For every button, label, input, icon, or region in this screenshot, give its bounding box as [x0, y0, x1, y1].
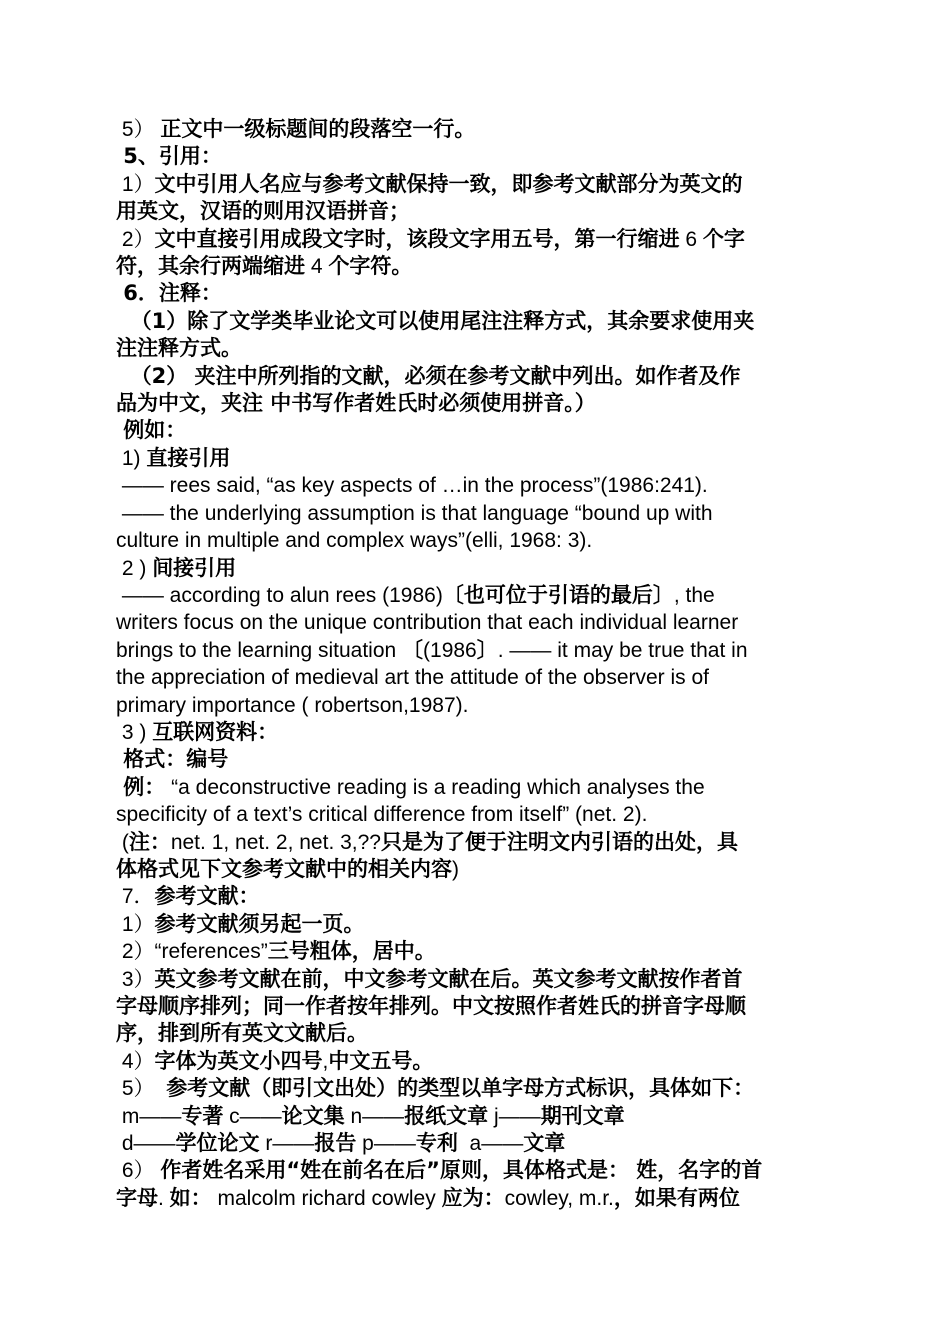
- bold-text-run: 〕: [476, 637, 498, 662]
- text-line: [116, 116, 838, 143]
- bold-text-run: 三号粗体，居中。: [267, 939, 436, 964]
- document-page: [116, 116, 838, 1212]
- text-line: [116, 390, 838, 417]
- bold-text-run: 6．注释：: [116, 281, 222, 306]
- text-line: [116, 938, 838, 965]
- bold-text-run: 论文集: [281, 1103, 345, 1128]
- text-line: [116, 500, 838, 527]
- text-line: [116, 746, 838, 773]
- text-run: m——: [116, 1104, 182, 1128]
- text-line: [116, 692, 838, 719]
- text-line: [116, 226, 838, 253]
- bold-text-run: 参考文献：: [154, 884, 260, 909]
- text-run: “a deconstructive reading is a reading which analyses the: [165, 775, 705, 799]
- bold-text-run: 如：: [169, 1185, 212, 1210]
- text-run: (: [116, 830, 129, 854]
- text-run: (1986: [423, 638, 477, 662]
- text-line: [116, 883, 838, 910]
- text-run: j——: [488, 1104, 541, 1128]
- bold-text-run: 字体为英文小四号: [154, 1048, 323, 1073]
- text-line: [116, 856, 838, 883]
- text-run: malcolm richard cowley: [211, 1186, 442, 1210]
- text-run: 1）: [116, 172, 155, 196]
- bold-text-run: ，如果有两位: [613, 1185, 740, 1210]
- text-run: —— according to alun rees (1986): [116, 583, 443, 607]
- text-line: [116, 143, 838, 170]
- bold-text-run: 文中直接引用成段文字时，该段文字用五号，第一行缩进: [154, 226, 680, 251]
- text-run: 7．: [116, 885, 155, 909]
- text-run: ): [452, 857, 459, 881]
- text-run: specificity of a text’s critical difference from itself” (net. 2).: [116, 803, 648, 827]
- text-line: [116, 582, 838, 609]
- bold-text-run: 体格式见下文参考文献中的相关内容: [116, 856, 452, 881]
- text-run: 4）: [116, 1049, 155, 1073]
- bold-text-run: 只是为了便于注明文内引语的出处，具: [380, 829, 738, 854]
- text-run: cowley, m.r.: [504, 1186, 614, 1210]
- text-line: [116, 719, 838, 746]
- bold-text-run: 中文五号。: [328, 1048, 434, 1073]
- text-run: 2 ): [116, 556, 153, 580]
- text-run: primary importance ( robertson,1987).: [116, 693, 469, 717]
- text-line: [116, 1048, 838, 1075]
- bold-text-run: 报纸文章: [404, 1103, 489, 1128]
- bold-text-run: （1）除了文学类毕业论文可以使用尾注注释方式，其余要求使用夹: [116, 308, 755, 333]
- text-run: 3）: [116, 967, 155, 991]
- bold-text-run: 作者姓名采用“姓在前名在后”原则，具体格式是： 姓，名字的首: [160, 1158, 763, 1183]
- bold-text-run: 例：: [116, 774, 166, 799]
- text-line: [116, 1185, 838, 1212]
- text-run: c——: [223, 1104, 282, 1128]
- text-line: [116, 1020, 838, 1047]
- text-run: the appreciation of medieval art the attitude of the observer is of: [116, 666, 710, 690]
- bold-text-run: （2） 夹注中所列指的文献，必须在参考文献中列出。如作者及作: [116, 363, 741, 388]
- text-line: [116, 363, 838, 390]
- text-run: a——: [457, 1132, 524, 1156]
- text-line: [116, 1130, 838, 1157]
- text-line: [116, 527, 838, 554]
- bold-text-run: 符，其余行两端缩进: [116, 254, 305, 279]
- text-line: [116, 829, 838, 856]
- text-line: [116, 966, 838, 993]
- text-line: [116, 280, 838, 307]
- text-run: r——: [259, 1132, 315, 1156]
- text-line: [116, 308, 838, 335]
- text-run: 1）: [116, 912, 155, 936]
- text-run: n——: [344, 1104, 405, 1128]
- text-line: [116, 417, 838, 444]
- text-line: [116, 801, 838, 828]
- bold-text-run: 参考文献（即引文出处）的类型以单字母方式标识，具体如下：: [166, 1076, 755, 1101]
- bold-text-run: 个字: [702, 226, 745, 251]
- text-run: d——: [116, 1132, 176, 1156]
- text-run: brings to the learning situation: [116, 638, 403, 662]
- text-line: [116, 198, 838, 225]
- bold-text-run: 报告: [314, 1131, 357, 1156]
- bold-text-run: 品为中文，夹注 中书写作者姓氏时必须使用拼音。）: [116, 391, 596, 416]
- text-line: [116, 1103, 838, 1130]
- text-run: .: [158, 1186, 170, 1210]
- bold-text-run: 参考文献须另起一页。: [154, 911, 365, 936]
- text-line: [116, 993, 838, 1020]
- bold-text-run: 〔也可位于引语的最后〕: [442, 582, 674, 607]
- bold-text-run: 例如：: [116, 418, 187, 443]
- bold-text-run: 直接引用: [146, 445, 231, 470]
- text-run: writers focus on the unique contribution that each individual learner: [116, 611, 739, 635]
- bold-text-run: 期刊文章: [540, 1103, 625, 1128]
- bold-text-run: 〔: [402, 637, 424, 662]
- text-line: [116, 1075, 838, 1102]
- text-line: [116, 253, 838, 280]
- text-run: —— rees said, “as key aspects of …in the process”(1986:241).: [116, 474, 708, 498]
- bold-text-run: 字母: [116, 1185, 158, 1210]
- text-line: [116, 445, 838, 472]
- text-run: 4: [305, 255, 329, 279]
- text-run: net. 1, net. 2, net. 3,??: [170, 830, 381, 854]
- bold-text-run: 格式：编号: [116, 747, 229, 772]
- text-run: 5）: [116, 118, 161, 141]
- text-line: [116, 335, 838, 362]
- bold-text-run: 序，排到所有英文文献后。: [116, 1021, 368, 1046]
- bold-text-run: 间接引用: [152, 555, 237, 580]
- bold-text-run: 字母顺序排列；同一作者按年排列。中文按照作者姓氏的拼音字母顺: [116, 994, 746, 1018]
- text-line: [116, 664, 838, 691]
- text-run: 5）: [116, 1077, 167, 1101]
- bold-text-run: 5、引用：: [116, 144, 222, 169]
- text-run: —— the underlying assumption is that language “bound up with: [116, 501, 713, 525]
- bold-text-run: 专利: [415, 1131, 458, 1156]
- bold-text-run: 英文参考文献在前，中文参考文献在后。英文参考文献按作者首: [154, 966, 743, 991]
- text-run: , the: [673, 583, 715, 607]
- text-run: 1): [116, 446, 147, 470]
- bold-text-run: 正文中一级标题间的段落空一行。: [160, 117, 476, 141]
- bold-text-run: 注注释方式。: [116, 336, 242, 361]
- text-run: 6: [679, 227, 703, 251]
- bold-text-run: 应为：: [441, 1185, 505, 1210]
- text-run: 3 ): [116, 720, 153, 744]
- bold-text-run: 专著: [181, 1103, 224, 1128]
- bold-text-run: 学位论文: [175, 1131, 260, 1156]
- text-run: 2）“references”: [116, 940, 268, 964]
- bold-text-run: 个字符。: [328, 254, 413, 279]
- text-line: [116, 911, 838, 938]
- bold-text-run: 文章: [523, 1131, 566, 1156]
- bold-text-run: 注：: [128, 829, 171, 854]
- text-run: . —— it may be true that in: [497, 638, 748, 662]
- text-line: [116, 637, 838, 664]
- text-line: [116, 171, 838, 198]
- text-line: [116, 555, 838, 582]
- bold-text-run: 互联网资料：: [152, 719, 279, 744]
- text-line: [116, 1157, 838, 1184]
- text-run: p——: [356, 1132, 416, 1156]
- bold-text-run: 用英文，汉语的则用汉语拼音；: [116, 199, 410, 224]
- text-line: [116, 472, 838, 499]
- text-run: 2）: [116, 227, 155, 251]
- text-line: [116, 774, 838, 801]
- text-run: ,: [322, 1049, 329, 1073]
- bold-text-run: 文中引用人名应与参考文献保持一致，即参考文献部分为英文的: [154, 171, 743, 196]
- text-run: 6）: [116, 1159, 161, 1183]
- text-run: culture in multiple and complex ways”(elli, 1968: 3).: [116, 529, 593, 553]
- text-line: [116, 609, 838, 636]
